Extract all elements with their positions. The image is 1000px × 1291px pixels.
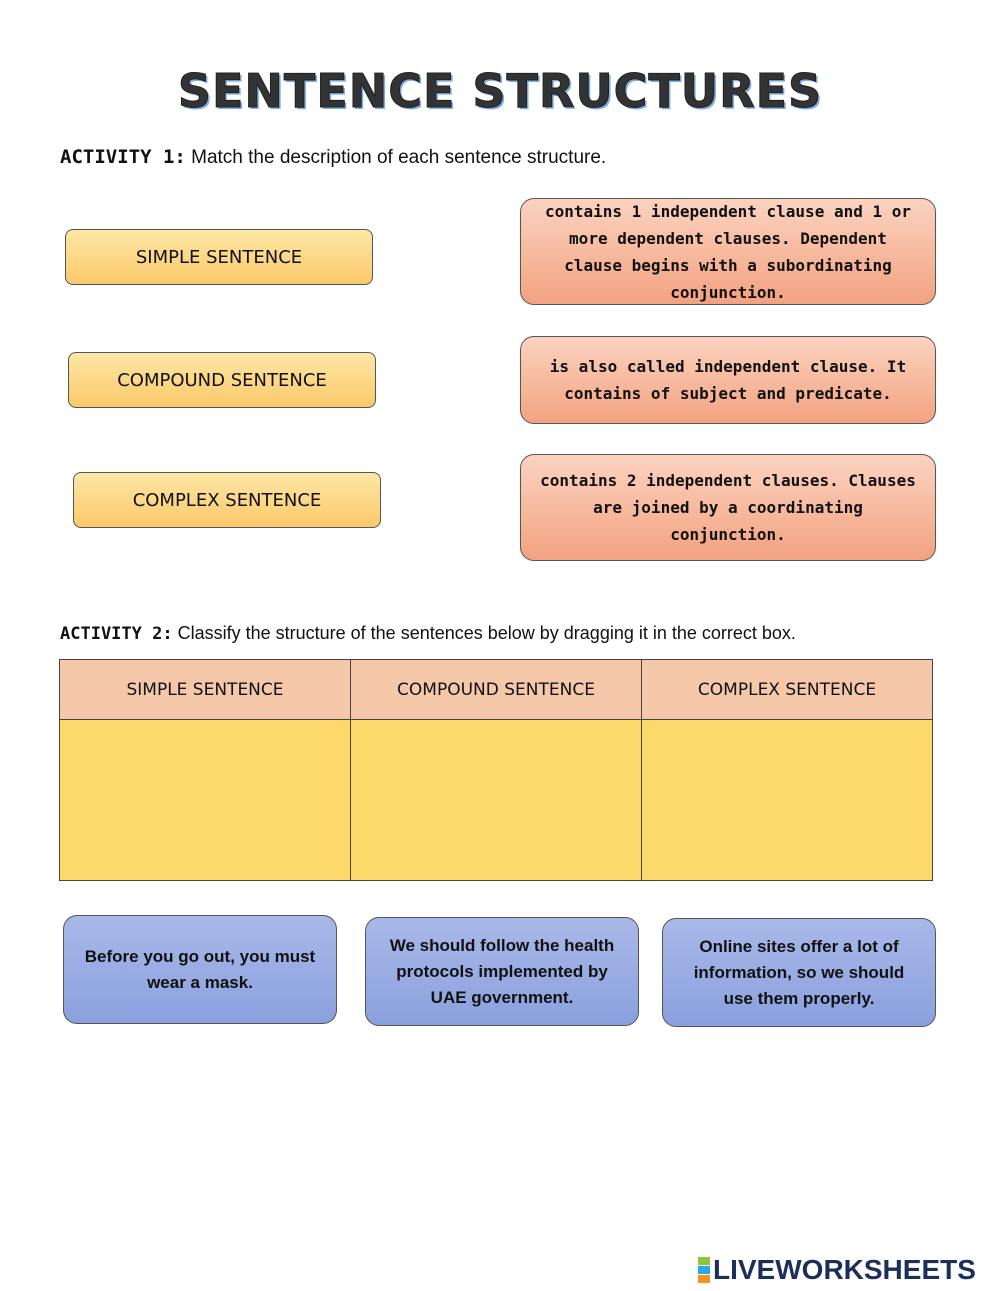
column-simple bbox=[60, 660, 351, 880]
column-complex bbox=[642, 660, 932, 880]
logo-mark-segment bbox=[698, 1266, 710, 1274]
description-text: is also called independent clause. It contains of subject and predicate. bbox=[549, 357, 907, 403]
activity-1-instruction bbox=[60, 146, 606, 169]
liveworksheets-logo[interactable] bbox=[698, 1254, 976, 1286]
term-label: SIMPLE SENTENCE bbox=[135, 246, 303, 268]
term-label: COMPLEX SENTENCE bbox=[132, 489, 322, 511]
term-label: COMPOUND SENTENCE bbox=[117, 369, 327, 391]
description-box-3[interactable] bbox=[520, 454, 936, 561]
logo-mark-segment bbox=[698, 1275, 710, 1283]
activity-2-text: Classify the structure of the sentences below by dragging it in the correct box. bbox=[172, 623, 796, 643]
column-header: COMPLEX SENTENCE bbox=[642, 660, 932, 720]
logo-mark-icon bbox=[698, 1257, 710, 1284]
term-simple-sentence[interactable] bbox=[65, 229, 373, 285]
sentence-text: Online sites offer a lot of information, so we should use them properly. bbox=[693, 936, 905, 1008]
drop-zone-simple[interactable] bbox=[60, 720, 350, 880]
logo-text: LIVEWORKSHEETS bbox=[713, 1254, 976, 1285]
activity-2-instruction bbox=[60, 622, 796, 644]
sentence-card-3[interactable] bbox=[662, 918, 936, 1027]
activity-1-text: Match the description of each sentence structure. bbox=[185, 147, 607, 168]
activity-2-label: ACTIVITY 2: bbox=[60, 624, 173, 644]
term-complex-sentence[interactable] bbox=[73, 472, 381, 528]
description-text: contains 2 independent clauses. Clauses are joined by a coordinating conjunction. bbox=[540, 471, 916, 544]
description-box-2[interactable] bbox=[520, 336, 936, 424]
page-title: SENTENCE STRUCTURES bbox=[177, 64, 823, 118]
column-compound bbox=[351, 660, 642, 880]
classification-table bbox=[59, 659, 933, 881]
sentence-card-1[interactable] bbox=[63, 915, 337, 1024]
term-compound-sentence[interactable] bbox=[68, 352, 376, 408]
description-box-1[interactable] bbox=[520, 198, 936, 305]
column-header: SIMPLE SENTENCE bbox=[60, 660, 350, 720]
sentence-card-2[interactable] bbox=[365, 917, 639, 1026]
column-header: COMPOUND SENTENCE bbox=[351, 660, 641, 720]
drop-zone-compound[interactable] bbox=[351, 720, 641, 880]
sentence-text: We should follow the health protocols implemented by UAE government. bbox=[389, 935, 615, 1007]
logo-mark-segment bbox=[698, 1257, 710, 1265]
drop-zone-complex[interactable] bbox=[642, 720, 932, 880]
sentence-text: Before you go out, you must wear a mask. bbox=[84, 946, 316, 992]
description-text: contains 1 independent clause and 1 or more dependent clauses. Dependent clause begins with a subordinating conjunction. bbox=[544, 201, 912, 302]
activity-1-label: ACTIVITY 1: bbox=[60, 146, 186, 168]
